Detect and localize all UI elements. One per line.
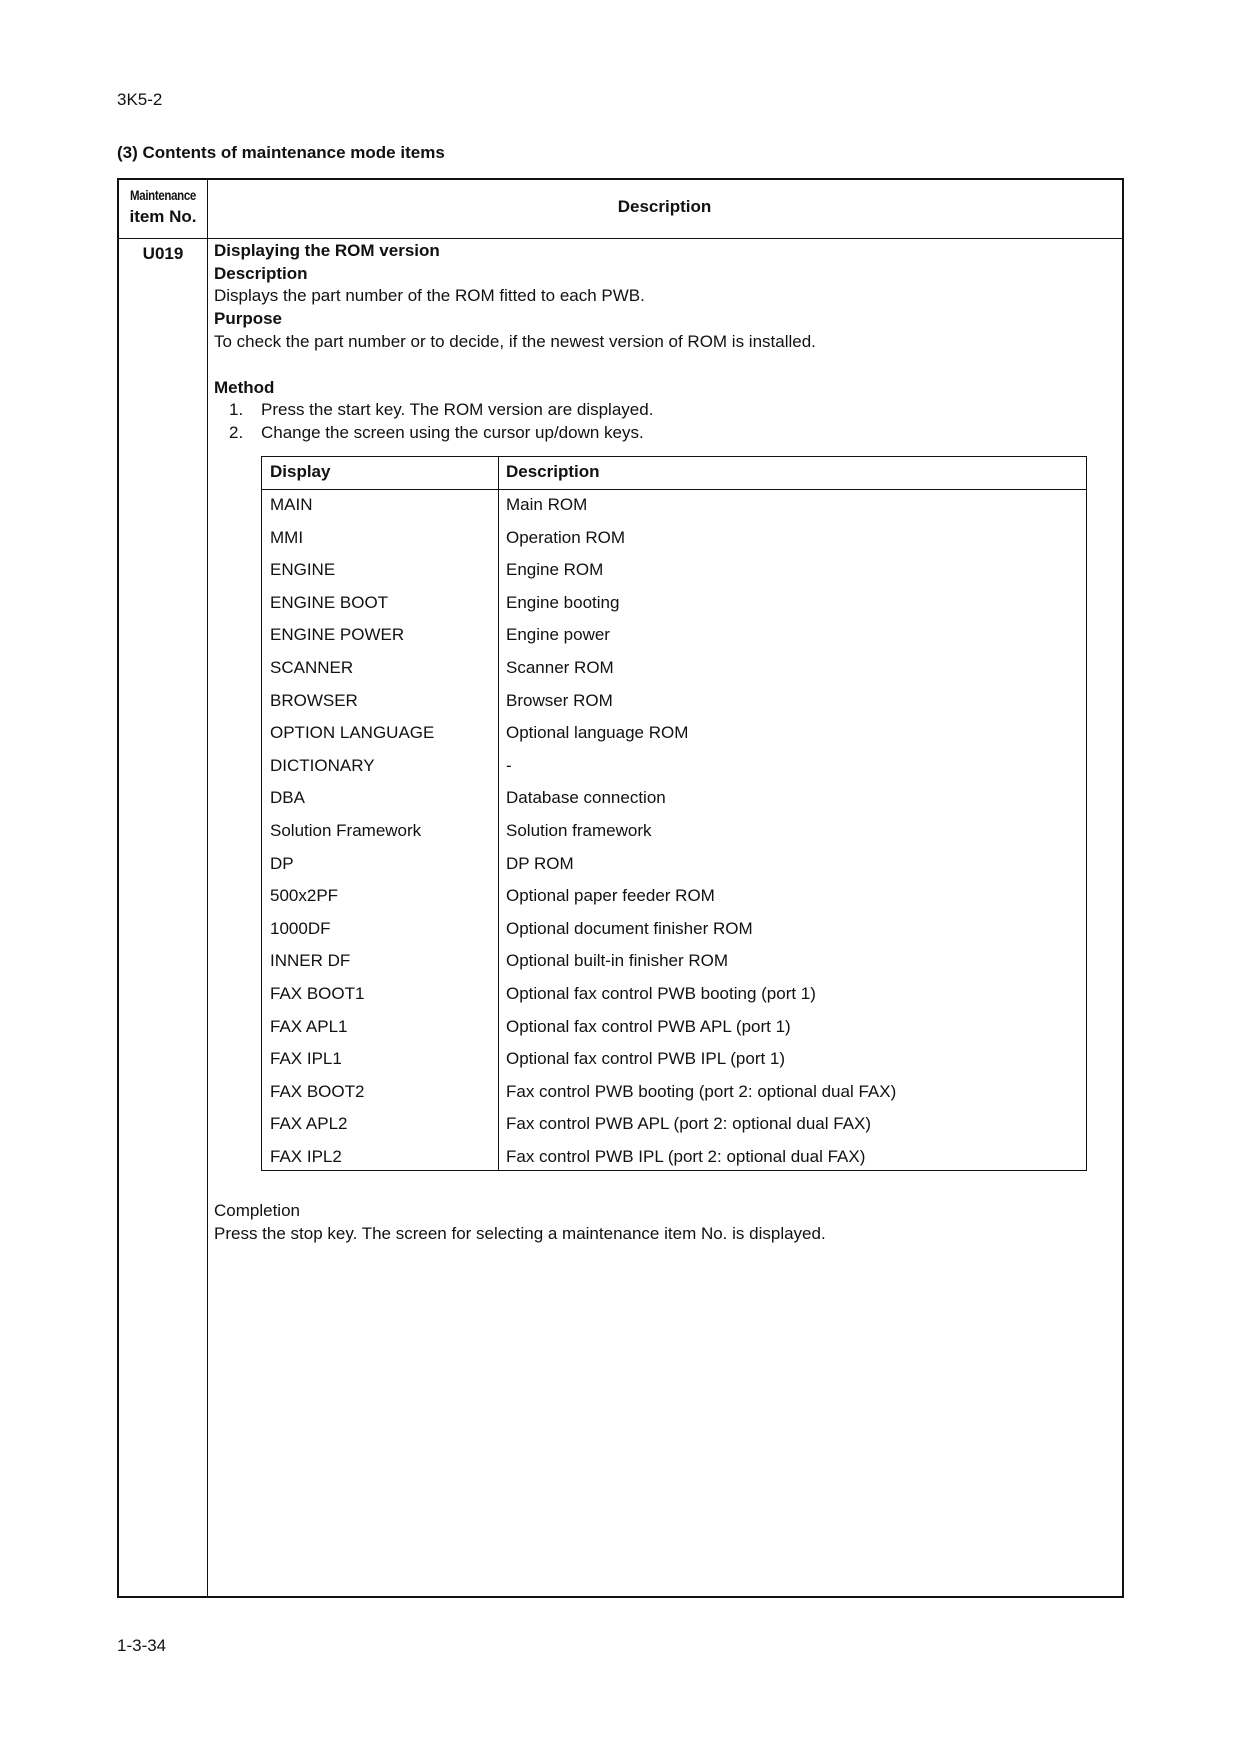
rom-table-row — [262, 522, 1086, 555]
header-item-bottom: item No. — [129, 207, 197, 226]
rom-description-cell: DP ROM — [506, 853, 574, 873]
rom-description-cell: Fax control PWB IPL (port 2: optional dual FAX) — [506, 1147, 866, 1166]
method-step — [214, 422, 1104, 445]
method-heading: Method — [214, 377, 275, 397]
step-number: 2. — [229, 422, 244, 442]
rom-table-row — [262, 848, 1086, 881]
rom-display-cell: ENGINE — [270, 560, 336, 580]
rom-table-row — [262, 750, 1086, 783]
rom-display-cell: DICTIONARY — [270, 755, 375, 775]
rom-display-cell: SCANNER — [270, 658, 354, 677]
item-title: Displaying the ROM version — [214, 241, 440, 260]
rom-display-cell: Solution Framework — [270, 821, 422, 840]
rom-display-cell: FAX IPL2 — [270, 1147, 342, 1166]
rom-table-row — [262, 782, 1086, 815]
description-text: Displays the part number of the ROM fitted to each PWB. — [214, 286, 645, 306]
rom-description-cell: - — [506, 755, 512, 775]
rom-table-row — [262, 945, 1086, 978]
rom-display-cell: MMI — [270, 527, 304, 547]
item-number: U019 — [142, 244, 184, 263]
rom-description-cell: Fax control PWB booting (port 2: optional dual FAX) — [506, 1081, 897, 1101]
rom-description-cell: Main ROM — [506, 495, 588, 514]
rom-display-cell: ENGINE POWER — [270, 625, 405, 645]
section-title: (3) Contents of maintenance mode items — [117, 143, 445, 162]
purpose-heading: Purpose — [214, 309, 283, 329]
rom-version-table — [261, 456, 1087, 1171]
rom-display-cell: FAX APL1 — [270, 1016, 348, 1036]
rom-table-row — [262, 717, 1086, 750]
method-step — [214, 399, 1104, 422]
rom-display-cell: 1000DF — [270, 918, 331, 938]
rom-table-row — [262, 880, 1086, 913]
rom-display-cell: ENGINE BOOT — [270, 592, 389, 612]
rom-description-cell: Optional paper feeder ROM — [506, 886, 715, 906]
rom-display-cell: FAX IPL1 — [270, 1049, 342, 1069]
rom-table-row — [262, 978, 1086, 1011]
rom-table-row — [262, 1043, 1086, 1076]
maintenance-table — [117, 178, 1124, 1598]
rom-description-cell: Browser ROM — [506, 690, 613, 710]
rom-table-header — [262, 457, 1086, 490]
rom-table-row — [262, 1076, 1086, 1109]
rom-description-cell: Solution framework — [506, 821, 652, 840]
purpose-text: To check the part number or to decide, if the newest version of ROM is installed. — [214, 331, 816, 351]
item-content — [214, 240, 1104, 445]
rom-description-cell: Operation ROM — [506, 527, 626, 547]
rom-description-cell: Engine power — [506, 625, 610, 645]
rom-description-cell: Optional fax control PWB IPL (port 1) — [506, 1049, 786, 1069]
rom-table-row — [262, 587, 1086, 620]
rom-table-row — [262, 815, 1086, 848]
rom-table-row — [262, 619, 1086, 652]
completion-heading: Completion — [214, 1201, 300, 1220]
rom-display-cell: DBA — [270, 788, 305, 808]
rom-table-row — [262, 913, 1086, 946]
rom-table-row — [262, 554, 1086, 587]
rom-header-description: Description — [506, 462, 600, 481]
rom-header-display: Display — [270, 462, 331, 481]
rom-table-row — [262, 1011, 1086, 1044]
rom-description-cell: Fax control PWB APL (port 2: optional dual FAX) — [506, 1114, 872, 1134]
step-number: 1. — [229, 400, 244, 420]
header-description: Description — [617, 197, 712, 216]
rom-description-cell: Engine ROM — [506, 560, 604, 580]
step-text: Change the screen using the cursor up/down keys. — [261, 422, 644, 442]
method-steps — [214, 399, 1104, 444]
rom-description-cell: Engine booting — [506, 592, 620, 612]
rom-description-cell: Optional fax control PWB APL (port 1) — [506, 1016, 791, 1036]
rom-display-cell: DP — [270, 853, 294, 873]
rom-description-cell: Optional built-in finisher ROM — [506, 951, 729, 971]
rom-description-cell: Database connection — [506, 788, 666, 808]
completion-section — [214, 1200, 1104, 1245]
rom-display-cell: 500x2PF — [270, 886, 339, 906]
header-item-top: Maintenance — [130, 187, 196, 203]
rom-description-cell: Optional language ROM — [506, 723, 689, 743]
rom-description-cell: Optional document finisher ROM — [506, 918, 753, 938]
description-heading: Description — [214, 263, 308, 283]
rom-description-cell: Scanner ROM — [506, 658, 614, 677]
rom-description-cell: Optional fax control PWB booting (port 1) — [506, 984, 816, 1003]
rom-table-row — [262, 685, 1086, 718]
rom-display-cell: OPTION LANGUAGE — [270, 723, 435, 743]
rom-table-row — [262, 489, 1086, 522]
document-code: 3K5-2 — [117, 90, 163, 109]
header-item-number — [119, 184, 207, 228]
step-text: Press the start key. The ROM version are displayed. — [261, 400, 654, 420]
column-divider — [207, 180, 208, 1596]
rom-display-cell: MAIN — [270, 495, 313, 514]
table-header-row — [119, 180, 1122, 239]
rom-display-cell: BROWSER — [270, 690, 358, 710]
completion-text: Press the stop key. The screen for selecting a maintenance item No. is displayed. — [214, 1223, 826, 1243]
rom-display-cell: FAX APL2 — [270, 1114, 348, 1134]
page-number: 1-3-34 — [117, 1636, 167, 1655]
rom-display-cell: FAX BOOT2 — [270, 1081, 365, 1101]
rom-table-row — [262, 1108, 1086, 1141]
rom-display-cell: INNER DF — [270, 951, 351, 971]
rom-table-row — [262, 1141, 1086, 1174]
rom-table-row — [262, 652, 1086, 685]
rom-display-cell: FAX BOOT1 — [270, 984, 365, 1003]
